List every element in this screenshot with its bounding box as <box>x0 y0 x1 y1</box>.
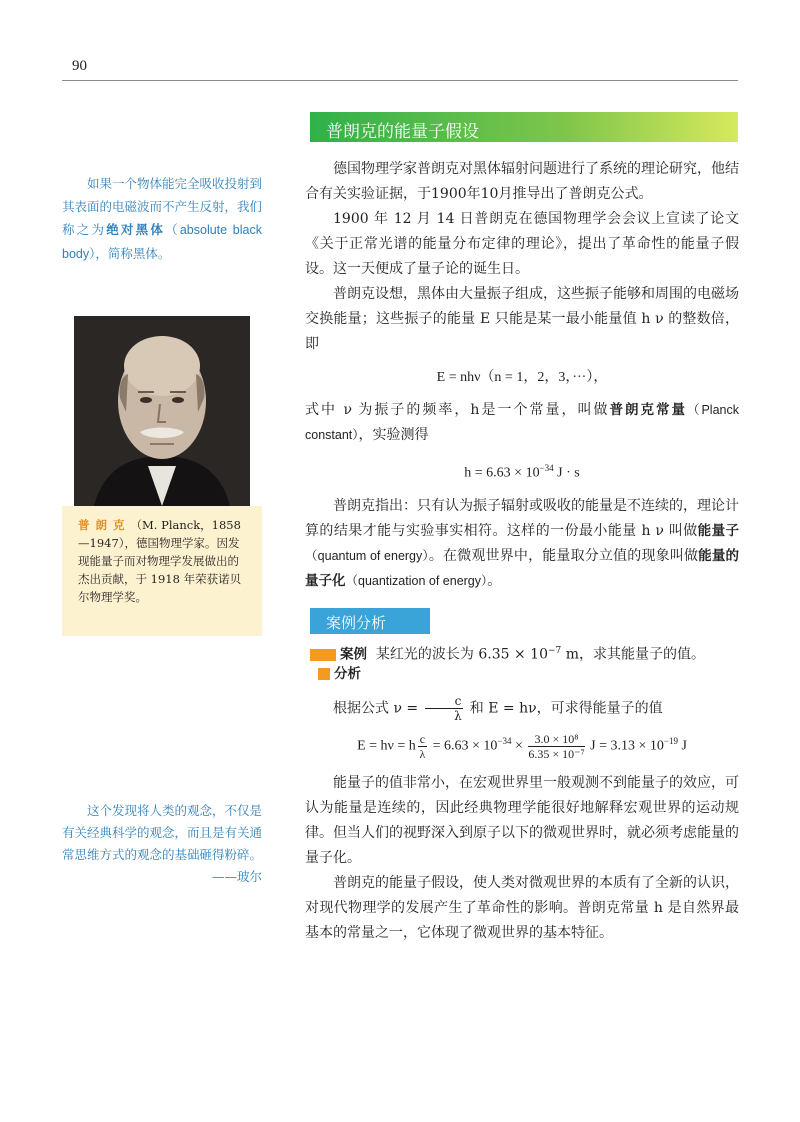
calc-c: × <box>511 738 527 754</box>
calc-frac1-num: c <box>419 731 426 746</box>
formula-h-unit: J · s <box>553 465 580 481</box>
term-quantization-en: （quantization of energy） <box>345 573 488 588</box>
section-title: 普朗克的能量子假设 <box>326 122 479 142</box>
caption-name: 普朗克 <box>78 518 131 532</box>
fraction-numerator: c <box>425 694 464 709</box>
paragraph-4 <box>305 398 739 448</box>
fraction-denominator: λ <box>454 709 462 723</box>
analysis-text-b: 和 E = hν，可求得能量子的值 <box>465 700 663 717</box>
portrait-illustration <box>74 316 250 506</box>
paragraph-5-text-b: 。在微观世界中，能量取分立值的现象叫做 <box>428 547 699 564</box>
case-analysis-bar <box>310 608 430 634</box>
formula-energy: E = nhν（n = 1，2，3，···）， <box>436 370 608 385</box>
case-text-b: m，求其能量子的值。 <box>561 646 705 663</box>
case-statement <box>310 640 740 666</box>
paragraph-5 <box>305 494 739 594</box>
portrait-caption-box <box>62 506 262 636</box>
calc-b-exp: −34 <box>497 736 512 746</box>
formula-planck-constant <box>305 456 739 486</box>
calc-d-exp: −19 <box>663 736 678 746</box>
paragraph-4-text-b: ，实验测得 <box>358 427 429 443</box>
paragraph-2: 1900 年 12 月 14 日普朗克在德国物理学会会议上宣读了论文《关于正常光谱的能量分布定律的理论》，提出了革命性的能量子假设。这一天便成了量子论的诞生日。 <box>305 211 739 277</box>
term-quantum-en: （quantum of energy） <box>305 548 429 563</box>
case-label: 案例 <box>340 646 367 663</box>
paragraph-3: 普朗克设想，黑体由大量振子组成，这些振子能够和周围的电磁场交换能量；这些振子的能量 E 只能是某一最小能量值 h ν 的整数倍，即 <box>305 286 739 352</box>
calc-fraction-2 <box>528 732 584 761</box>
side-note-latin: （absolute black body），简称黑体。 <box>62 223 262 261</box>
term-quantization: 能量的量子化 <box>305 547 740 589</box>
main-text-upper <box>305 157 739 594</box>
calc-d: J = 3.13 × 10 <box>586 738 664 754</box>
paragraph-7: 普朗克的能量子假设，使人类对微观世界的本质有了全新的认识，对现代物理学的发展产生了革命性的影响。普朗克常量 h 是自然界最基本的常量之一，它体现了微观世界的基本特征。 <box>305 874 739 941</box>
formula-h-base: h = 6.63 × 10 <box>464 465 540 481</box>
paragraph-6: 能量子的值非常小，在宏观世界里一般观测不到能量子的效应，可认为能量是连续的，因此经典物理学能很好地解释宏观世界的运动规律。但当人们的视野深入到原子以下的微观世界时，就必须考虑能量的量子化。 <box>305 774 739 866</box>
planck-portrait <box>74 316 250 506</box>
header-rule <box>62 80 738 81</box>
case-marker-icon <box>310 649 336 661</box>
case-text-exp: −7 <box>547 646 562 656</box>
quote-text: 这个发现将人类的观念，不仅是有关经典科学的观念，而且是有关通常思维方式的观念的基础砸得粉碎。 <box>62 803 263 862</box>
side-note-quote <box>62 800 262 888</box>
term-quantum: 能量子 <box>697 522 739 539</box>
formula-h-exp: −34 <box>539 463 554 473</box>
portrait-caption <box>78 516 250 606</box>
calc-frac2-den: 6.35 × 10⁻⁷ <box>528 746 585 761</box>
page-number: 90 <box>72 58 87 74</box>
calc-frac2-num: 3.0 × 10⁸ <box>528 732 584 747</box>
analysis-formula-line <box>305 694 739 723</box>
paragraph-5-text-c: 。 <box>487 572 502 589</box>
calc-a: E = hν = h <box>357 738 416 754</box>
term-planck-constant-en: （Planck constant） <box>305 403 739 442</box>
analysis-marker-icon <box>318 668 330 680</box>
paragraph-1: 德国物理学家普朗克对黑体辐射问题进行了系统的理论研究，他结合有关实验证据，于1900年10月推导出了普朗克公式。 <box>305 161 739 202</box>
calc-b: = 6.63 × 10 <box>429 738 498 754</box>
paragraph-4-text-a: 式中 ν 为振子的频率，h是一个常量，叫做 <box>305 402 610 418</box>
caption-text: （M. Planck，1858—1947），德国物理学家。因发现能量子而对物理学发展做出的杰出贡献，于 1918 年荣获诺贝尔物理学奖。 <box>78 518 242 604</box>
analysis-label: 分析 <box>334 666 361 682</box>
calculation-formula <box>305 729 739 761</box>
fraction-c-over-lambda <box>425 694 464 723</box>
analysis-heading <box>318 663 361 685</box>
calc-fraction-1 <box>418 732 427 761</box>
paragraph-5-text-a: 普朗克指出：只有认为振子辐射或吸收的能量是不连续的，理论计算的结果才能与实验事实相符。这样的一份最小能量 h ν 叫做 <box>305 497 739 539</box>
main-text-lower <box>305 694 739 946</box>
calc-frac1-den: λ <box>419 746 426 761</box>
side-note-black-body <box>62 172 262 266</box>
term-planck-constant: 普朗克常量 <box>609 402 687 418</box>
quote-author: ——玻尔 <box>211 869 262 884</box>
calc-e: J <box>677 738 687 754</box>
side-note-text: 如果一个物体能完全吸收投射到其表面的电磁波而不产生反射，我们称之为 <box>62 176 263 237</box>
analysis-text-a: 根据公式 ν = <box>333 700 423 717</box>
side-note-term: 绝对黑体 <box>106 222 166 237</box>
case-text-a: 某红光的波长为 6.35 × 10 <box>375 646 548 663</box>
case-analysis-title: 案例分析 <box>326 614 387 632</box>
section-heading-bar <box>310 112 738 142</box>
